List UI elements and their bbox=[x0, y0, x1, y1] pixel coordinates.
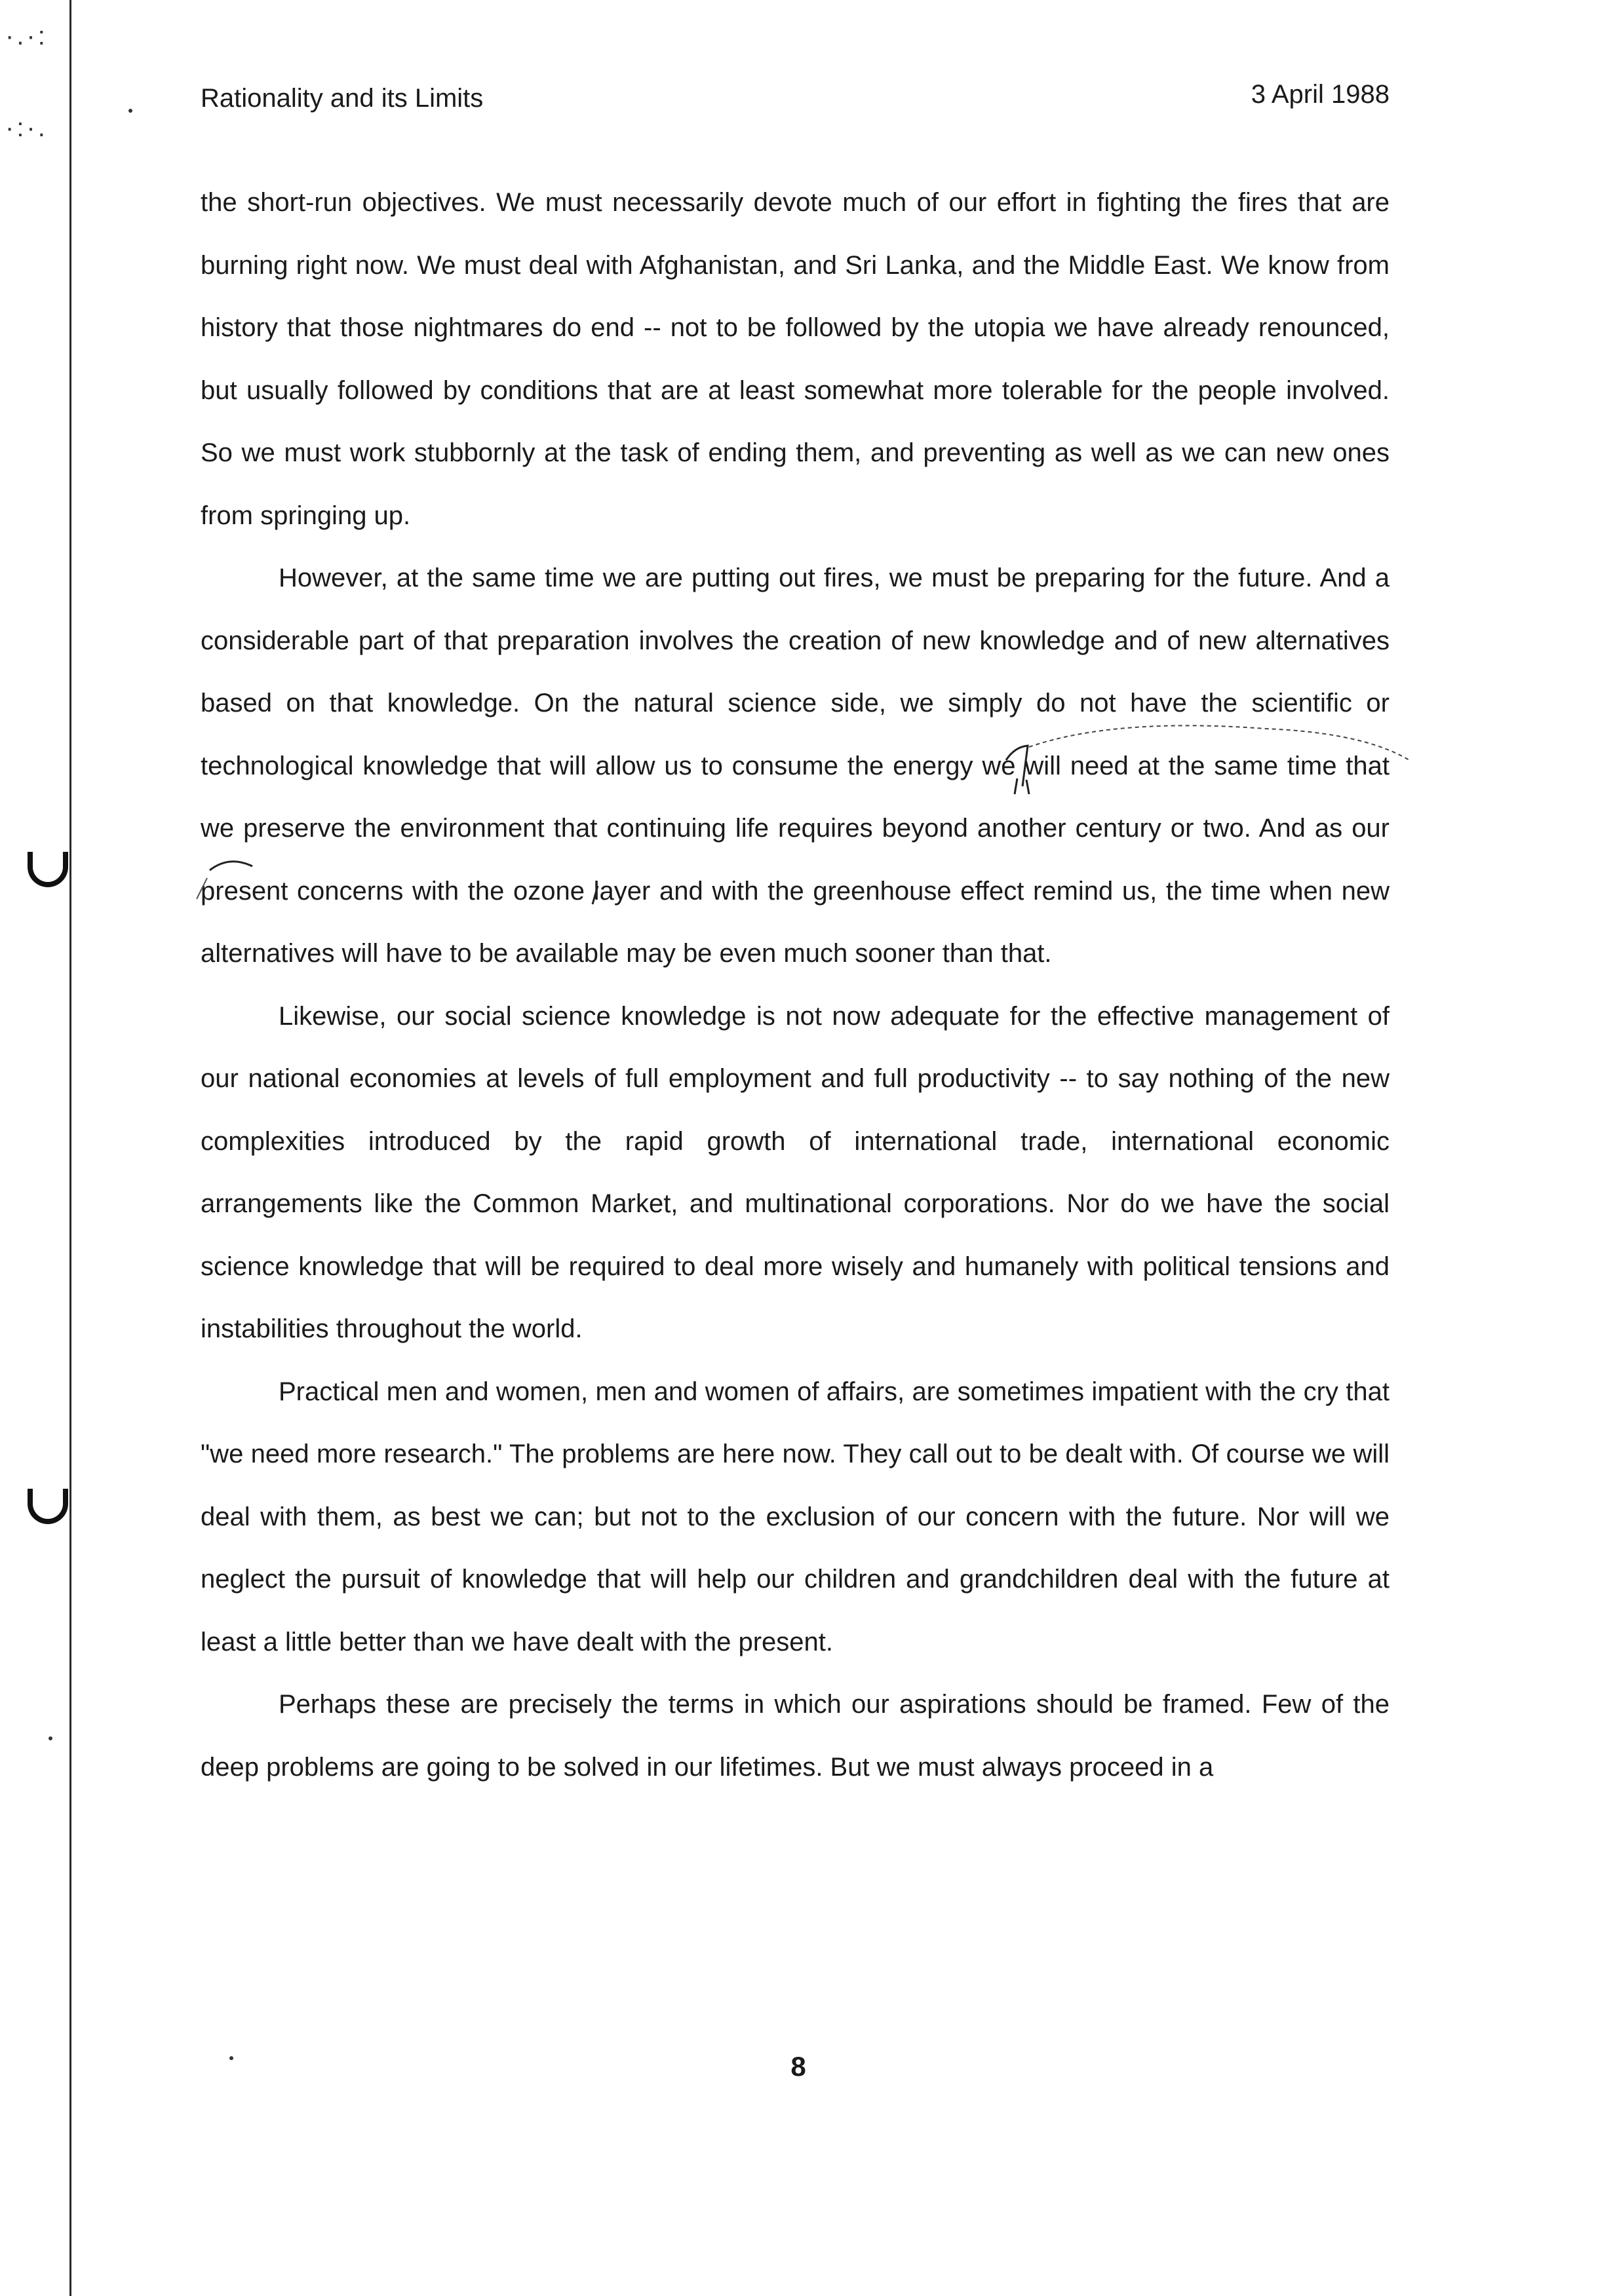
binding-edge-line bbox=[69, 0, 71, 2296]
running-header-date: 3 April 1988 bbox=[1251, 80, 1390, 109]
paragraph-4: Practical men and women, men and women of affairs, are sometimes impatient with the cry that "we need more research." The problems are here now. They call out to be dealt with. Of course we will deal with them, as best we can; but not to the exclusion of our concern with the future. Nor will we neglect the pursuit of knowledge that will help our children and grandchildren deal with the future at least a little better than we have dealt with the present. bbox=[201, 1377, 1390, 1656]
paragraph-3: Likewise, our social science knowledge is not now adequate for the effective management of our national economies at levels of full employment and full productivity -- to say nothing of the new complexities introduced by the rapid growth of international trade, international economic arrangements like the Common Market, and multinational corporations. Nor do we have the social science knowledge that will be required to deal more wisely and humanely with political tensions and instabilities throughout the world. bbox=[201, 1001, 1390, 1343]
binding-speckle-upper: ·:·. bbox=[5, 113, 48, 142]
stray-mark bbox=[229, 2056, 233, 2060]
paragraph-2: However, at the same time we are putting out fires, we must be preparing for the future. And a considerable part of that preparation involves the creation of new knowledge and of new alternatives based on that knowledge. On the natural science side, we simply do not have the scientific or technological knowledge that will allow us to consume the energy we will need at the same time that we preserve the environment that continuing life requires beyond another century or two. And as our present concerns with the ozone layer and with the greenhouse effect remind us, the time when new alternatives will have to be available may be even much sooner than that. bbox=[201, 564, 1390, 968]
paragraph-1: the short-run objectives. We must necessarily devote much of our effort in fighting the fires that are burning right now. We must deal with Afghanistan, and Sri Lanka, and the Middle East. We know from history that those nightmares do end -- not to be followed by the utopia we have already renounced, but usually followed by conditions that are at least somewhat more tolerable for the people involved. So we must work stubbornly at the task of ending them, and preventing as well as we can new ones from springing up. bbox=[201, 188, 1390, 530]
stray-mark bbox=[49, 1736, 52, 1740]
body-text bbox=[201, 172, 1390, 1799]
punch-hole-mark-1 bbox=[28, 852, 68, 887]
punch-hole-mark-2 bbox=[28, 1489, 68, 1524]
stray-mark bbox=[128, 109, 132, 113]
running-header-title: Rationality and its Limits bbox=[201, 84, 484, 113]
paragraph-5: Perhaps these are precisely the terms in which our aspirations should be framed. Few of the deep problems are going to be solved in our lifetimes. But we must always proceed in a bbox=[201, 1690, 1390, 1782]
binding-speckle-top: ·.·: bbox=[5, 22, 48, 50]
page-number: 8 bbox=[790, 2051, 806, 2082]
